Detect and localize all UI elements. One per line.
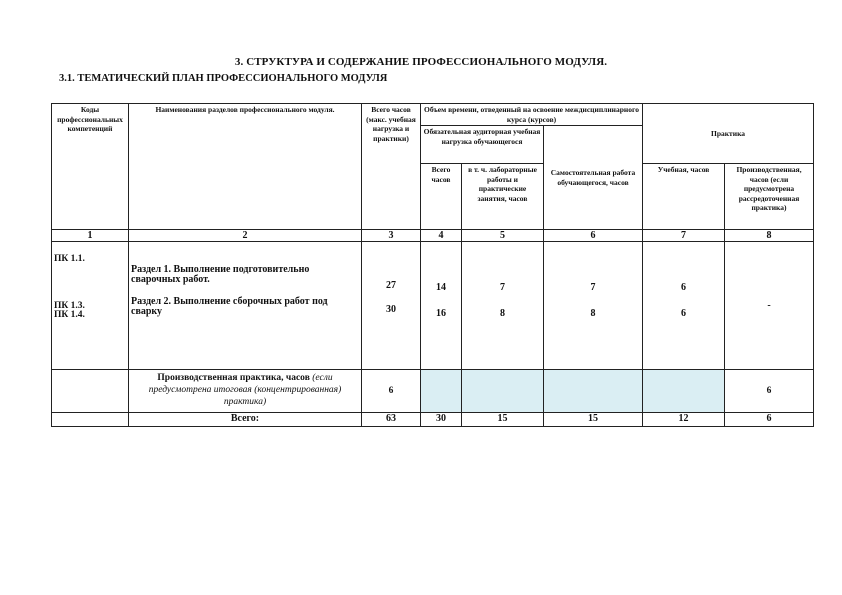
header-educational: Учебная, часов	[643, 164, 725, 230]
cell-value: 27	[386, 280, 396, 291]
practice-hours: 6	[362, 370, 421, 413]
section-name: Раздел 2. Выполнение сборочных работ под сварку	[131, 296, 328, 317]
total-value: 63	[362, 413, 421, 427]
section-code: ПК 1.3.	[54, 300, 85, 311]
cell-value: 30	[386, 303, 396, 315]
header-mandatory: Обязательная аудиторная учебная нагрузка обучающегося	[421, 126, 544, 164]
cell-value: 6	[681, 307, 686, 319]
thematic-plan-table	[51, 103, 814, 427]
sections-cell	[129, 242, 362, 370]
cell-value: 16	[436, 307, 446, 319]
header-total-hours: Всего часов (макс. учебная нагрузка и практики)	[362, 104, 421, 230]
column-number: 1	[52, 230, 129, 242]
total-value: 15	[462, 413, 544, 427]
column-number: 7	[643, 230, 725, 242]
cell-value: 8	[500, 307, 505, 319]
total-value: 6	[725, 413, 814, 427]
header-practice: Практика	[643, 104, 814, 164]
practice-label-cell	[129, 370, 362, 413]
dash-value: -	[767, 299, 771, 311]
column-number: 4	[421, 230, 462, 242]
column-number: 2	[129, 230, 362, 242]
practice-label: Производственная практика, часов	[157, 373, 310, 383]
codes-cell	[52, 242, 129, 370]
empty-cell	[52, 413, 129, 427]
header-incl-lab: в т. ч. лабораторные работы и практические занятия, часов	[462, 164, 544, 230]
shaded-cell	[643, 370, 725, 413]
module-title: 3. СТРУКТУРА И СОДЕРЖАНИЕ ПРОФЕССИОНАЛЬНОГО МОДУЛЯ.	[234, 56, 608, 68]
cell-value: 8	[590, 307, 596, 319]
educational-cell	[643, 242, 725, 370]
independent-cell	[544, 242, 643, 370]
total-value: 30	[421, 413, 462, 427]
hours-cell	[362, 242, 421, 370]
section-code: ПК 1.4.	[54, 310, 85, 320]
practice-note: (если предусмотрена итоговая (концентрированная) практика)	[148, 373, 342, 407]
shaded-cell	[462, 370, 544, 413]
cell-value: 6	[681, 282, 686, 293]
section-name: Раздел 1. Выполнение подготовительно сварочных работ.	[131, 264, 310, 285]
column-number: 3	[362, 230, 421, 242]
total-cell	[421, 242, 462, 370]
header-volume: Объем времени, отведенный на освоение междисциплинарного курса (курсов)	[421, 104, 643, 126]
cell-value: 14	[436, 282, 446, 293]
practice-production: 6	[725, 370, 814, 413]
total-label: Всего:	[129, 413, 362, 427]
cell-value: 7	[590, 282, 596, 293]
column-number: 5	[462, 230, 544, 242]
shaded-cell	[421, 370, 462, 413]
header-codes: Коды профессиональных компетенций	[52, 104, 129, 230]
shaded-cell	[544, 370, 643, 413]
column-number: 8	[725, 230, 814, 242]
header-total: Всего часов	[421, 164, 462, 230]
empty-cell	[52, 370, 129, 413]
total-value: 12	[643, 413, 725, 427]
total-value: 15	[544, 413, 643, 427]
lab-cell	[462, 242, 544, 370]
column-number: 6	[544, 230, 643, 242]
plan-subtitle: 3.1. ТЕМАТИЧЕСКИЙ ПЛАН ПРОФЕССИОНАЛЬНОГО МОДУЛЯ	[59, 73, 388, 84]
production-cell	[725, 242, 814, 370]
header-independent: Самостоятельная работа обучающегося, часов	[544, 126, 643, 230]
section-code: ПК 1.1.	[54, 254, 85, 264]
cell-value: 7	[500, 282, 505, 293]
header-sections: Наименования разделов профессионального модуля.	[129, 104, 362, 230]
header-production: Производственная, часов (если предусмотрена рассредоточенная практика)	[725, 164, 814, 230]
